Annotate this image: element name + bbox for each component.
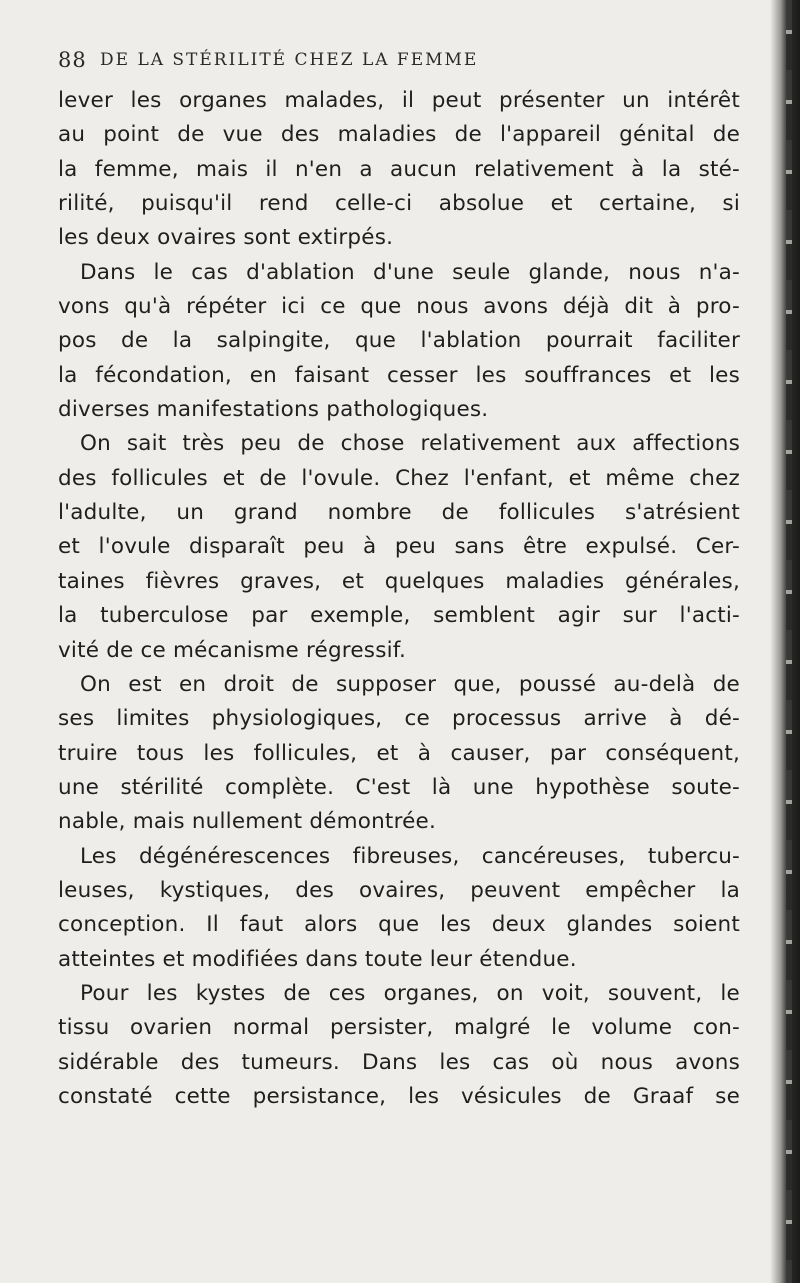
- text-line: truire tous les follicules, et à causer, par conséquent,: [58, 740, 740, 766]
- text-line: sidérable des tumeurs. Dans les cas où nous avons: [58, 1049, 740, 1075]
- text-line: des follicules et de l'ovule. Chez l'enfant, et même chez: [58, 465, 740, 491]
- text-line: vons qu'à répéter ici ce que nous avons déjà dit à pro-: [58, 294, 740, 320]
- text-line: diverses manifestations pathologiques.: [58, 397, 489, 423]
- page-header: [58, 48, 738, 82]
- text-line: l'adulte, un grand nombre de follicules s'atrésient: [58, 500, 740, 526]
- text-line: rilité, puisqu'il rend celle-ci absolue et certaine, si: [58, 191, 740, 217]
- text-line: taines fièvres graves, et quelques maladies générales,: [58, 568, 740, 594]
- text-line: la tuberculose par exemple, semblent agir sur l'acti-: [58, 603, 740, 629]
- text-line: nable, mais nullement démontrée.: [58, 809, 437, 835]
- text-line: vité de ce mécanisme régressif.: [58, 637, 407, 663]
- text-line: la fécondation, en faisant cesser les souffrances et les: [58, 362, 740, 388]
- page-edge-shadow: [770, 0, 800, 1283]
- binding-edge: [786, 0, 792, 1283]
- text-line: On sait très peu de chose relativement aux affections: [80, 431, 740, 457]
- text-line: au point de vue des maladies de l'appareil génital de: [58, 122, 740, 148]
- text-line: les deux ovaires sont extirpés.: [58, 225, 394, 251]
- text-line: tissu ovarien normal persister, malgré le volume con-: [58, 1015, 740, 1041]
- text-line: conception. Il faut alors que les deux glandes soient: [58, 912, 740, 938]
- text-line: leuses, kystiques, des ovaires, peuvent empêcher la: [58, 877, 740, 903]
- text-line: une stérilité complète. C'est là une hypothèse soute-: [58, 774, 740, 800]
- text-line: et l'ovule disparaît peu à peu sans être expulsé. Cer-: [58, 534, 740, 560]
- text-line: Dans le cas d'ablation d'une seule glande, nous n'a-: [80, 259, 740, 285]
- text-line: lever les organes malades, il peut présenter un intérêt: [58, 88, 740, 113]
- text-line: atteintes et modifiées dans toute leur étendue.: [58, 946, 577, 972]
- page-number: 88: [58, 48, 87, 72]
- text-line: la femme, mais il n'en a aucun relativement à la sté-: [58, 156, 740, 182]
- body-text: [58, 84, 740, 1114]
- text-line: ses limites physiologiques, ce processus arrive à dé-: [58, 706, 740, 732]
- text-line: pos de la salpingite, que l'ablation pourrait faciliter: [58, 328, 740, 354]
- text-line: constaté cette persistance, les vésicules de Graaf se: [58, 1083, 740, 1109]
- text-line: Les dégénérescences fibreuses, cancéreuses, tubercu-: [80, 843, 740, 869]
- text-line: On est en droit de supposer que, poussé au-delà de: [80, 671, 740, 697]
- text-line: Pour les kystes de ces organes, on voit, souvent, le: [80, 980, 740, 1006]
- running-title: DE LA STÉRILITÉ CHEZ LA FEMME: [100, 50, 479, 70]
